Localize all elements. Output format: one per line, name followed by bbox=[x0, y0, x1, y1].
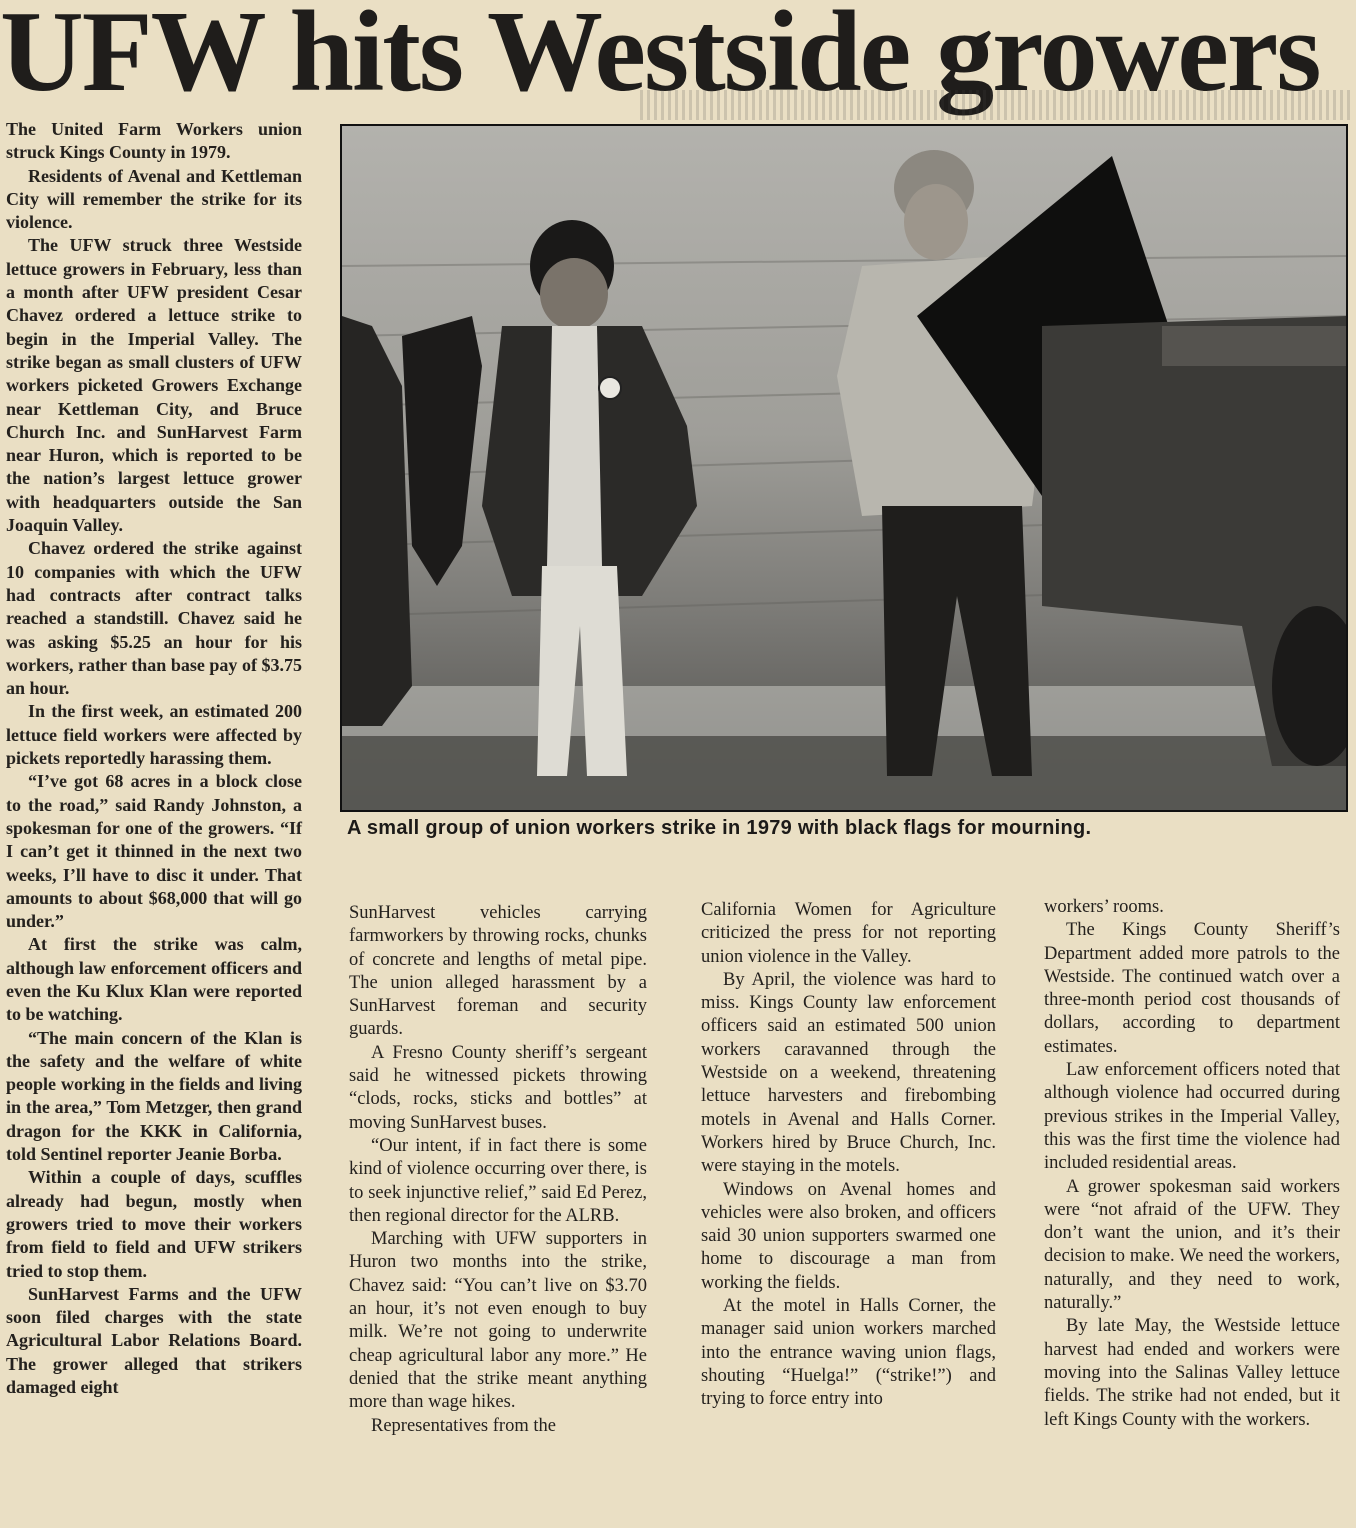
paragraph: A grower spokesman said workers were “not afraid of the UFW. They don’t want the union, and it’s their decision to make. We need the workers, naturally, and they need to work, naturally.” bbox=[1044, 1176, 1340, 1314]
bleed-through-texture bbox=[640, 90, 1350, 120]
paragraph: SunHarvest vehicles carrying farmworkers by throwing rocks, chunks of concrete and lengths of metal pipe. The union alleged harassment by a SunHarvest foreman and security guards. bbox=[349, 903, 647, 1040]
paragraph: The Kings County Sheriff’s Department added more patrols to the Westside. The continued watch over a three-month period cost thousands of dollars, according to department estimates. bbox=[1044, 920, 1340, 1057]
paragraph: Law enforcement officers noted that although violence had occurred during previous strikes in the Imperial Valley, this was the first time the violence had included residential areas. bbox=[1044, 1060, 1340, 1174]
paragraph: A Fresno County sheriff’s sergeant said he witnessed pickets throwing “clods, rocks, sticks and bottles” at moving SunHarvest buses. bbox=[349, 1042, 647, 1133]
paragraph: Representatives from the bbox=[371, 1415, 556, 1436]
paragraph: At the motel in Halls Corner, the manager said union workers marched into the entrance waving union flags, shouting “Huelga!” (“strike!”) and trying to force entry into bbox=[701, 1296, 996, 1410]
paragraph: “I’ve got 68 acres in a block close to the road,” said Randy Johnston, a spokesman for one of the growers. “If I can’t get it thinned in the next two weeks, I’ll have to disc it under. That amounts to about $68,000 that will go under.” bbox=[6, 771, 302, 932]
paragraph: The United Farm Workers union struck Kings County in 1979. bbox=[6, 119, 302, 163]
photo-strikers-with-black-flags bbox=[340, 124, 1348, 812]
paragraph: Marching with UFW supporters in Huron two months into the strike, Chavez said: “You can’t live on $3.70 an hour, it’s not even enough to buy milk. We’re not going to underwrite cheap agricultural labor any more.” He denied that the strike meant anything more than wage hikes. bbox=[349, 1229, 647, 1413]
article-column-3 bbox=[701, 899, 996, 1412]
photo-illustration bbox=[342, 126, 1346, 810]
paragraph: Within a couple of days, scuffles already had begun, mostly when growers tried to move their workers from field to field and UFW strikers tried to stop them. bbox=[6, 1167, 302, 1281]
article-column-2 bbox=[349, 902, 647, 1438]
paragraph: At first the strike was calm, although law enforcement officers and even the Ku Klux Klan were reported to be watching. bbox=[6, 934, 302, 1025]
paragraph: SunHarvest Farms and the UFW soon filed charges with the state Agricultural Labor Relations Board. The grower alleged that strikers damaged eight bbox=[6, 1283, 302, 1398]
article-column-1 bbox=[6, 118, 302, 1399]
paragraph: Residents of Avenal and Kettleman City will remember the strike for its violence. bbox=[6, 165, 302, 233]
paragraph: California Women for Agriculture criticized the press for not reporting union violence in the Valley. bbox=[701, 900, 996, 967]
paragraph: In the first week, an estimated 200 lettuce field workers were affected by pickets reportedly harassing them. bbox=[6, 701, 302, 769]
photo-caption: A small group of union workers strike in 1979 with black flags for mourning. bbox=[347, 817, 1092, 839]
paragraph: By April, the violence was hard to miss. Kings County law enforcement officers said an estimated 500 union workers caravanned through the Westside on a weekend, threatening lettuce harvesters and firebombing motels in Avenal and Halls Corner. Workers hired by Bruce Church, Inc. were staying in the motels. bbox=[701, 969, 996, 1177]
article-column-4 bbox=[1044, 896, 1340, 1432]
paragraph: workers’ rooms. bbox=[1044, 897, 1164, 917]
headline: UFW hits Westside growers bbox=[0, 0, 1320, 116]
paragraph: “Our intent, if in fact there is some kind of violence occurring over there, is to seek injunctive relief,” said Ed Perez, then regional director for the ALRB. bbox=[349, 1135, 647, 1226]
paragraph: “The main concern of the Klan is the safety and the welfare of white people working in the fields and living in the area,” Tom Metzger, then grand dragon for the KKK in California, told Sentinel reporter Jeanie Borba. bbox=[6, 1027, 302, 1165]
paragraph: By late May, the Westside lettuce harvest had ended and workers were moving into the Salinas Valley lettuce fields. The strike had not ended, but it left Kings County with the workers. bbox=[1044, 1316, 1340, 1430]
paragraph: The UFW struck three Westside lettuce growers in February, less than a month after UFW president Cesar Chavez ordered a lettuce strike to begin in the Imperial Valley. The strike began as small clusters of UFW workers picketed Growers Exchange near Kettleman City, and Bruce Church Inc. and SunHarvest Farm near Huron, which is reported to be the nation’s largest lettuce grower with headquarters outside the San Joaquin Valley. bbox=[6, 235, 302, 536]
paragraph: Windows on Avenal homes and vehicles were also broken, and officers said 30 union supporters swarmed one home to discourage a man from working the fields. bbox=[701, 1179, 996, 1293]
paragraph: Chavez ordered the strike against 10 companies with which the UFW had contracts after contract talks reached a standstill. Chavez said he was asking $5.25 an hour for his workers, rather than base pay of $3.75 an hour. bbox=[6, 538, 302, 699]
